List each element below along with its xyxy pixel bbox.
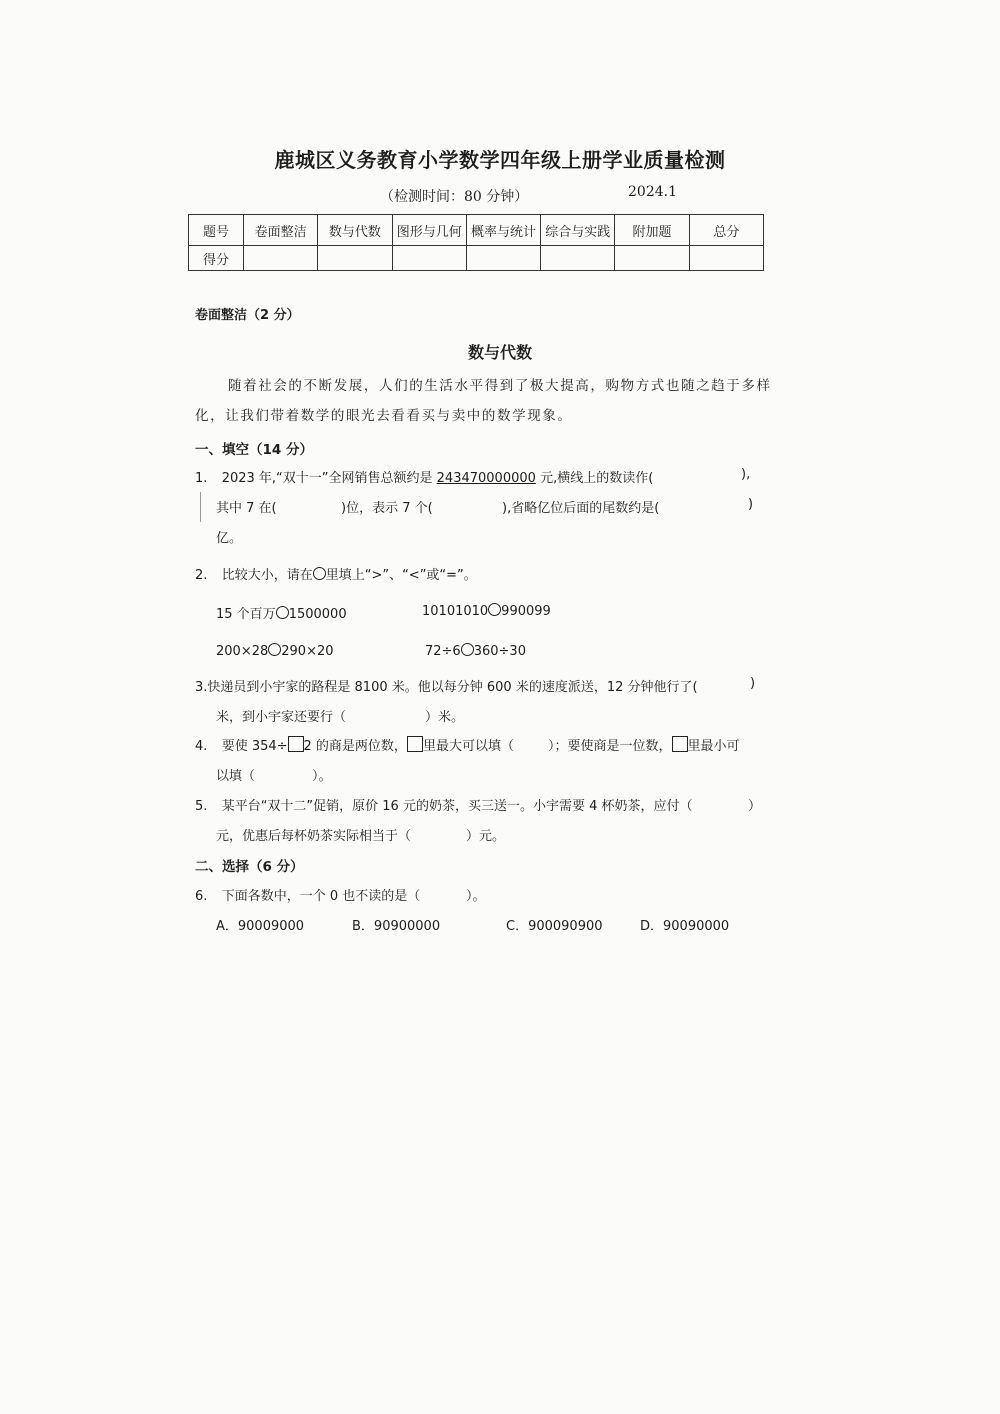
q3-text-a: 3.快递员到小宇家的路程是 8100 米。他以每分钟 600 米的速度派送，12 分钟他行了( [195, 680, 698, 695]
question-6-stem [195, 885, 420, 904]
square-blank-icon [672, 736, 688, 752]
q6-stem-end: ）。 [466, 889, 486, 904]
q1-text-b: 元,横线上的数读作( [540, 471, 654, 486]
exam-duration: （检测时间：80 分钟） [380, 189, 529, 205]
q1-blank-1-close: ), [741, 467, 751, 482]
option-c[interactable]: C．900090900 [506, 919, 603, 934]
q2-text-a: 比较大小，请在 [221, 568, 313, 583]
score-cell[interactable] [615, 246, 689, 271]
q4-text-c: 里最大可以填（ [422, 739, 514, 754]
intro-line-2: 化，让我们带着数学的眼光去看看买与卖中的数学现象。 [195, 408, 573, 424]
q3-text-c: 米，到小宇家还要行（ [216, 710, 347, 725]
q1-text-g: ) [748, 497, 754, 512]
q1-text-a: 2023 年,“双十一”全网销售总额约是 [221, 471, 433, 486]
square-blank-icon [288, 736, 304, 752]
score-header-cell: 总分 [689, 215, 763, 246]
question-4-line-1b [548, 735, 740, 754]
score-cell[interactable] [318, 246, 392, 271]
compare-right: 990099 [501, 604, 551, 619]
question-4-line-1 [195, 735, 514, 754]
part2-heading: 二、选择（6 分） [195, 859, 304, 875]
score-header-cell: 图形与几何 [392, 215, 466, 246]
compare-circle[interactable] [461, 643, 474, 656]
score-cell[interactable] [392, 246, 466, 271]
score-table-header-row [189, 215, 764, 246]
score-cell[interactable] [244, 246, 318, 271]
compare-left: 72÷6 [425, 644, 461, 659]
q1-text-h: 亿。 [216, 531, 243, 546]
q4-text-e: 里最小可 [687, 739, 740, 754]
option-b[interactable]: B．90900000 [352, 919, 441, 934]
score-cell[interactable] [541, 246, 615, 271]
score-header-cell: 附加题 [615, 215, 689, 246]
question-number: 1. [195, 471, 208, 486]
q5-text-c: 元，优惠后每杯奶茶实际相当于（ [216, 829, 412, 844]
score-header-cell: 数与代数 [318, 215, 392, 246]
compare-right: 1500000 [288, 607, 347, 622]
compare-right: 290×20 [281, 644, 334, 659]
q4-text-a: 要使 354÷ [221, 739, 288, 754]
compare-right: 360÷30 [473, 644, 526, 659]
question-2-stem [195, 564, 477, 583]
q3-text-d: ）米。 [425, 710, 465, 725]
q4-text-b: 2 的商是两位数， [303, 739, 407, 754]
question-number: 6. [195, 889, 208, 904]
q3-text-b: ) [750, 676, 756, 691]
circle-blank-icon [313, 567, 326, 580]
compare-item-3 [216, 643, 334, 659]
score-cell[interactable] [689, 246, 763, 271]
section-title: 数与代数 [467, 343, 532, 362]
question-1-line-1 [195, 467, 653, 486]
neatness-heading: 卷面整洁（2 分） [195, 308, 300, 323]
q5-text-d: ）元。 [466, 829, 506, 844]
q5-text-b: ） [748, 799, 762, 814]
compare-left: 15 个百万 [216, 607, 276, 622]
q2-text-b: 里填上“>”、“<”或“=”。 [325, 568, 477, 583]
question-number: 5. [195, 799, 208, 814]
q5-text-a: 某平台“双十二”促销，原价 16 元的奶茶，买三送一。小宇需要 4 杯奶茶，应付（ [221, 799, 693, 814]
question-5-line-1 [195, 795, 693, 814]
option-a[interactable]: A．90009000 [216, 919, 305, 934]
score-header-cell: 概率与统计 [466, 215, 540, 246]
part1-heading: 一、填空（14 分） [195, 442, 313, 458]
compare-left: 10101010 [422, 604, 489, 619]
q4-text-d: ）；要使商是一位数， [548, 739, 672, 754]
compare-circle[interactable] [268, 643, 281, 656]
question-number: 4. [195, 739, 208, 754]
compare-circle[interactable] [488, 603, 501, 616]
exam-date: 2024.1 [628, 184, 677, 200]
intro-line-1: 随着社会的不断发展，人们的生活水平得到了极大提高，购物方式也随之趋于多样 [228, 378, 772, 394]
compare-left: 200×28 [216, 644, 269, 659]
square-blank-icon [407, 736, 423, 752]
compare-item-1 [216, 603, 347, 622]
option-d[interactable]: D．90090000 [640, 919, 730, 934]
q1-text-e: )位，表示 7 个( [341, 501, 433, 516]
score-cell[interactable] [466, 246, 540, 271]
q4-text-f: 以填（ [216, 769, 256, 784]
compare-circle[interactable] [276, 606, 289, 619]
score-header-cell: 卷面整洁 [244, 215, 318, 246]
score-header-cell: 综合与实践 [541, 215, 615, 246]
q4-text-g: ）。 [312, 769, 332, 784]
page-title: 鹿城区义务教育小学数学四年级上册学业质量检测 [274, 148, 726, 172]
compare-item-2 [422, 603, 551, 619]
q1-text-f: ),省略亿位后面的尾数约是( [502, 501, 660, 516]
score-header-cell: 题号 [189, 215, 244, 246]
q1-text-d: 其中 7 在( [216, 501, 277, 516]
compare-item-4 [425, 643, 526, 659]
score-table-score-row [189, 246, 764, 271]
score-table [188, 214, 764, 271]
question-number: 2. [195, 568, 208, 583]
score-row-label: 得分 [189, 246, 244, 271]
q6-stem-text: 下面各数中，一个 0 也不读的是（ [221, 889, 421, 904]
q1-underlined-number: 243470000000 [436, 471, 536, 486]
margin-mark [200, 492, 201, 522]
